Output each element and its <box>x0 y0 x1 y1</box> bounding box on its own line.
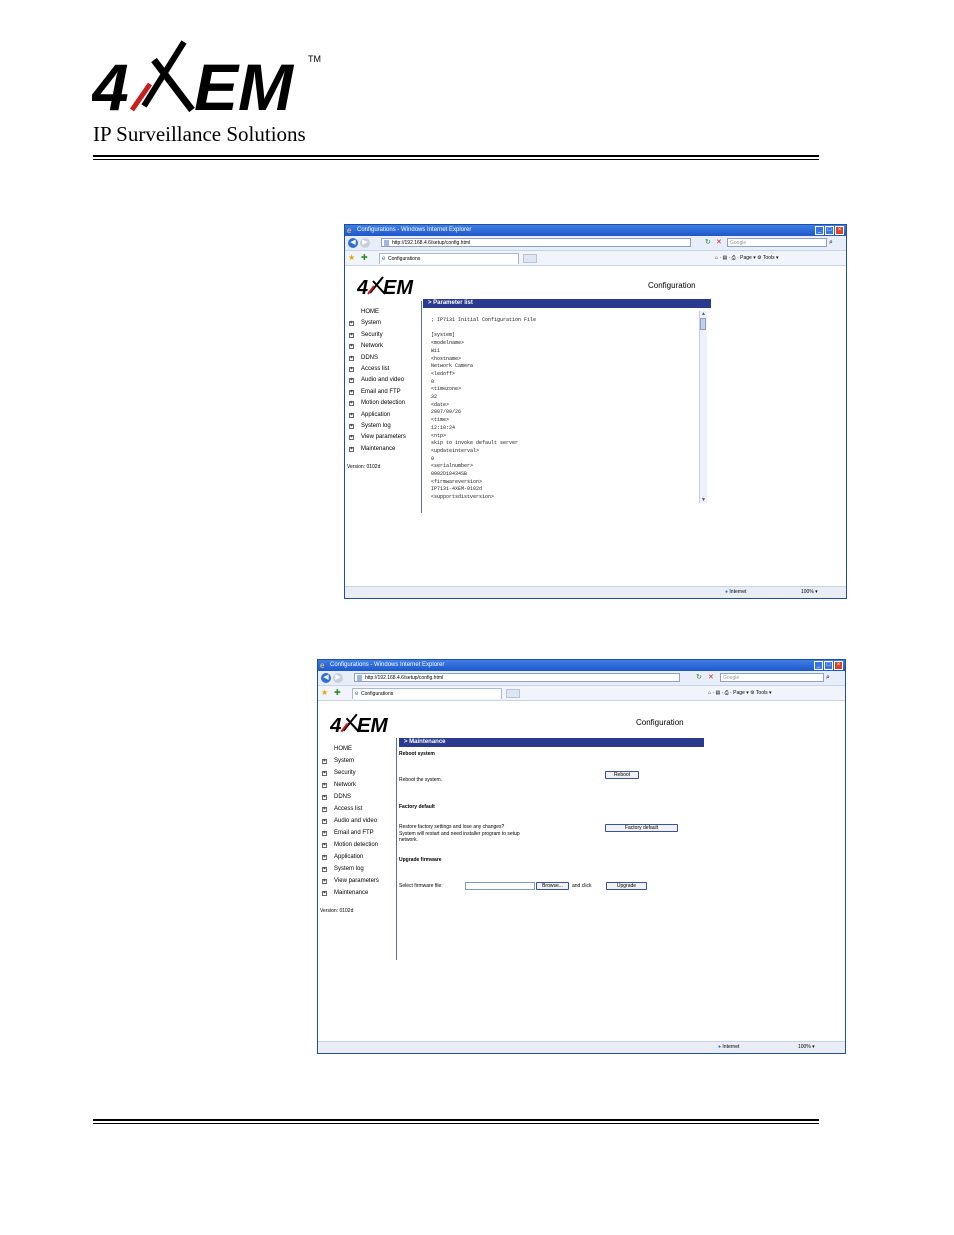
sidebar-item-application[interactable]: + Application <box>350 411 391 418</box>
page-title: Configuration <box>648 281 696 290</box>
sidebar-item-audio-video[interactable]: + Audio and video <box>350 377 405 384</box>
search-input[interactable]: Google <box>720 673 824 682</box>
parameter-line: <supportsdistversion> <box>431 494 495 501</box>
refresh-icon[interactable]: ↻ <box>705 239 711 246</box>
company-tagline: IP Surveillance Solutions <box>93 122 306 146</box>
sidebar-item-application[interactable]: + Application <box>323 854 364 860</box>
expand-icon: + <box>350 331 353 338</box>
tab-configurations[interactable] <box>352 688 502 699</box>
page-title: Configuration <box>636 718 684 727</box>
expand-icon: + <box>350 388 353 395</box>
parameter-line: 12:10:24 <box>431 424 456 431</box>
address-text: http://192.168.4.6/setup/config.html <box>392 240 471 246</box>
forward-button[interactable]: ▶ <box>333 673 343 683</box>
scroll-up-icon[interactable]: ▲ <box>701 311 706 317</box>
print-icon[interactable]: ⎙ <box>724 690 729 696</box>
add-favorite-icon[interactable]: ✚ <box>361 253 368 262</box>
page-menu[interactable]: Page <box>740 255 752 261</box>
expand-icon: + <box>323 878 326 884</box>
browse-button[interactable]: Browse... <box>536 882 569 890</box>
expand-icon: + <box>350 434 353 441</box>
factory-default-description: Restore factory settings and lose any changes? System will restart and need installer program to setup network. <box>399 824 520 843</box>
page-icon <box>357 675 362 681</box>
forward-button[interactable]: ▶ <box>360 238 370 248</box>
search-input[interactable]: Google <box>727 238 827 247</box>
ie-icon: e <box>347 226 352 235</box>
expand-icon: + <box>350 400 353 407</box>
upgrade-button[interactable]: Upgrade <box>606 882 647 890</box>
parameter-line: W11 <box>431 347 441 354</box>
address-bar[interactable] <box>381 238 691 247</box>
home-link[interactable]: HOME <box>334 746 352 752</box>
tab-title: Configurations <box>388 256 421 262</box>
parameter-list-header: > Parameter list <box>423 299 711 308</box>
sidebar-item-view-parameters[interactable]: + View parameters <box>350 434 406 441</box>
upgrade-section-title: Upgrade firmware <box>399 857 442 863</box>
svg-text:EM: EM <box>194 50 293 120</box>
zoom-level[interactable]: 100% ▾ <box>801 589 818 595</box>
favorites-bar: ★ ✚ e Configurations ⌂ · ▤ · ⎙ · Page ▾ ⚙ Tools ▾ <box>345 251 846 266</box>
expand-icon: + <box>350 320 353 327</box>
tools-menu[interactable]: Tools <box>762 255 775 261</box>
parameter-list-text <box>431 317 697 501</box>
expand-icon: + <box>323 806 326 812</box>
factory-default-button[interactable]: Factory default <box>605 824 678 832</box>
title-bar <box>318 660 845 671</box>
sidebar-item-access-list[interactable]: + Access list <box>323 806 363 812</box>
firmware-file-input[interactable] <box>465 882 535 890</box>
stop-icon[interactable]: ✕ <box>716 239 722 246</box>
parameter-line: 2007/09/26 <box>431 409 462 416</box>
expand-icon: + <box>350 411 353 418</box>
firmware-version: Version: 0102d <box>320 908 354 914</box>
expand-icon: + <box>350 377 353 384</box>
expand-icon: + <box>323 818 326 824</box>
parameter-line: <modelname> <box>431 340 465 347</box>
sidebar-item-network[interactable]: + Network <box>350 343 384 350</box>
parameter-line: 0 <box>431 378 435 385</box>
header-rule <box>93 155 819 160</box>
trademark-mark: TM <box>308 54 321 64</box>
tab-configurations[interactable] <box>379 253 519 264</box>
stop-icon[interactable]: ✕ <box>708 674 714 681</box>
page-menu[interactable]: Page <box>733 690 745 696</box>
favorites-bar: ★ ✚ e Configurations ⌂ · ▤ · ⎙ · Page ▾ ⚙ Tools ▾ <box>318 686 845 701</box>
favorites-star-icon[interactable]: ★ <box>348 253 356 262</box>
sidebar-item-system[interactable]: + System <box>323 758 355 764</box>
feeds-icon[interactable]: ▤ <box>715 690 721 696</box>
parameter-line: IP7131-4XEM-0102d <box>431 486 483 493</box>
svg-text:EM: EM <box>383 277 413 297</box>
parameter-line: <firmwareversion> <box>431 478 483 485</box>
parameter-line: 32 <box>431 394 438 401</box>
sidebar-item-access-list[interactable]: + Access list <box>350 365 390 372</box>
parameter-line: 0002D10434SB <box>431 471 468 478</box>
expand-icon: + <box>350 445 353 452</box>
new-tab-button[interactable] <box>523 254 537 263</box>
svg-text:4: 4 <box>330 713 342 735</box>
reboot-button[interactable]: Reboot <box>605 771 639 779</box>
sidebar-item-ddns[interactable]: + DDNS <box>350 354 379 361</box>
address-bar[interactable] <box>354 673 680 682</box>
expand-icon: + <box>323 866 326 872</box>
parameter-line: <hostname> <box>431 355 462 362</box>
home-link[interactable]: HOME <box>361 309 379 315</box>
expand-icon: + <box>350 343 353 350</box>
favorites-star-icon[interactable]: ★ <box>321 688 329 697</box>
minimize-button[interactable]: _ <box>814 661 823 670</box>
new-tab-button[interactable] <box>506 689 520 698</box>
parameter-line: [system] <box>431 332 456 339</box>
sidebar-item-motion-detection[interactable]: + Motion detection <box>323 842 379 848</box>
tools-menu[interactable]: Tools <box>755 690 768 696</box>
browser-window-parameter-list <box>344 224 847 599</box>
parameter-line <box>431 325 697 333</box>
sidebar-item-system-log[interactable]: + System log <box>350 422 391 429</box>
scroll-thumb[interactable] <box>700 318 706 330</box>
back-button[interactable]: ◀ <box>348 238 358 248</box>
tab-ie-icon: e <box>355 691 359 697</box>
parameter-line: skip to invoke default server <box>431 440 519 447</box>
sidebar-item-security[interactable]: + Security <box>350 331 383 338</box>
refresh-icon[interactable]: ↻ <box>696 674 702 681</box>
scroll-down-icon[interactable]: ▼ <box>701 497 706 503</box>
expand-icon: + <box>323 794 326 800</box>
internet-zone: ● Internet <box>725 589 747 595</box>
back-button[interactable]: ◀ <box>321 673 331 683</box>
sidebar-item-network[interactable]: + Network <box>323 782 357 788</box>
maintenance-header: > Maintenance <box>399 738 704 747</box>
sidebar-menu <box>320 738 397 960</box>
tab-title: Configurations <box>361 691 394 697</box>
expand-icon: + <box>323 842 326 848</box>
expand-icon: + <box>350 422 353 429</box>
sidebar-item-ddns[interactable]: + DDNS <box>323 794 352 800</box>
sidebar-item-system-log[interactable]: + System log <box>323 866 364 872</box>
parameter-line: <time> <box>431 417 450 424</box>
home-icon[interactable]: ⌂ <box>715 255 719 261</box>
camera-logo <box>330 712 396 735</box>
globe-icon: ● <box>725 589 729 595</box>
expand-icon: + <box>350 365 353 372</box>
minimize-button[interactable]: _ <box>815 226 824 235</box>
feeds-icon[interactable]: ▤ <box>722 255 728 261</box>
status-bar <box>318 1041 845 1053</box>
title-bar <box>345 225 846 236</box>
parameter-line: Network Camera <box>431 363 474 370</box>
page-content <box>345 265 846 587</box>
sidebar-item-system[interactable]: + System <box>350 320 382 327</box>
and-click-text: and click <box>572 883 592 889</box>
home-icon[interactable]: ⌂ <box>708 690 712 696</box>
parameter-line: <ledoff> <box>431 370 456 377</box>
tools-gear-icon: ⚙ <box>757 255 762 261</box>
sidebar-item-audio-video[interactable]: + Audio and video <box>323 818 378 824</box>
svg-text:EM: EM <box>356 713 388 735</box>
parameter-line: <serialnumber> <box>431 463 474 470</box>
sidebar-item-email-ftp[interactable]: + Email and FTP <box>350 388 401 395</box>
footer-rule <box>93 1119 819 1124</box>
firmware-version: Version: 0102d <box>347 463 381 470</box>
parameter-line: 0 <box>431 455 435 462</box>
company-logo <box>92 40 322 120</box>
reboot-description: Reboot the system. <box>399 777 443 783</box>
sidebar-menu <box>347 301 422 513</box>
page-content <box>318 700 845 1042</box>
expand-icon: + <box>350 354 353 361</box>
parameter-scrollbar[interactable] <box>699 311 707 503</box>
address-text: http://192.168.4.6/setup/config.html <box>365 675 444 681</box>
svg-text:4: 4 <box>92 50 129 120</box>
sidebar-item-maintenance[interactable]: + Maintenance <box>350 445 396 452</box>
internet-zone: ● Internet <box>718 1044 740 1050</box>
browser-window-maintenance <box>317 659 846 1054</box>
sidebar-item-email-ftp[interactable]: + Email and FTP <box>323 830 374 836</box>
ie-icon: e <box>320 661 325 670</box>
camera-logo <box>357 275 421 297</box>
factory-default-section-title: Factory default <box>399 804 435 810</box>
search-icon[interactable]: ⌕ <box>826 674 830 681</box>
close-button[interactable]: × <box>834 661 843 670</box>
tools-gear-icon: ⚙ <box>750 690 755 696</box>
add-favorite-icon[interactable]: ✚ <box>334 688 341 697</box>
print-icon[interactable]: ⎙ <box>731 255 736 261</box>
window-title: Configurations - Windows Internet Explorer <box>357 227 472 233</box>
reboot-section-title: Reboot system <box>399 751 435 757</box>
navigation-bar <box>345 236 846 251</box>
globe-icon: ● <box>718 1044 722 1050</box>
sidebar-item-motion-detection[interactable]: + Motion detection <box>350 400 406 407</box>
sidebar-item-view-parameters[interactable]: + View parameters <box>323 878 379 884</box>
parameter-line: <date> <box>431 401 450 408</box>
svg-text:4: 4 <box>357 277 369 297</box>
window-title: Configurations - Windows Internet Explorer <box>330 662 445 668</box>
tab-ie-icon: e <box>382 256 386 262</box>
parameter-line: <ntp> <box>431 432 447 439</box>
expand-icon: + <box>323 770 326 776</box>
parameter-line: <updateinterval> <box>431 447 480 454</box>
search-icon[interactable]: ⌕ <box>829 239 833 246</box>
parameter-line: <timezone> <box>431 386 462 393</box>
status-bar <box>345 586 846 598</box>
expand-icon: + <box>323 782 326 788</box>
parameter-line: ; IP7131 Initial Configuration File <box>431 317 537 323</box>
maximize-button[interactable]: □ <box>825 226 834 235</box>
page-icon <box>384 240 389 246</box>
maximize-button[interactable]: □ <box>824 661 833 670</box>
zoom-level[interactable]: 100% ▾ <box>798 1044 815 1050</box>
expand-icon: + <box>323 890 326 896</box>
sidebar-item-maintenance[interactable]: + Maintenance <box>323 890 369 896</box>
firmware-file-label: Select firmware file: <box>399 883 443 889</box>
expand-icon: + <box>323 758 326 764</box>
sidebar-item-security[interactable]: + Security <box>323 770 356 776</box>
navigation-bar <box>318 671 845 686</box>
expand-icon: + <box>323 854 326 860</box>
expand-icon: + <box>323 830 326 836</box>
close-button[interactable]: × <box>835 226 844 235</box>
